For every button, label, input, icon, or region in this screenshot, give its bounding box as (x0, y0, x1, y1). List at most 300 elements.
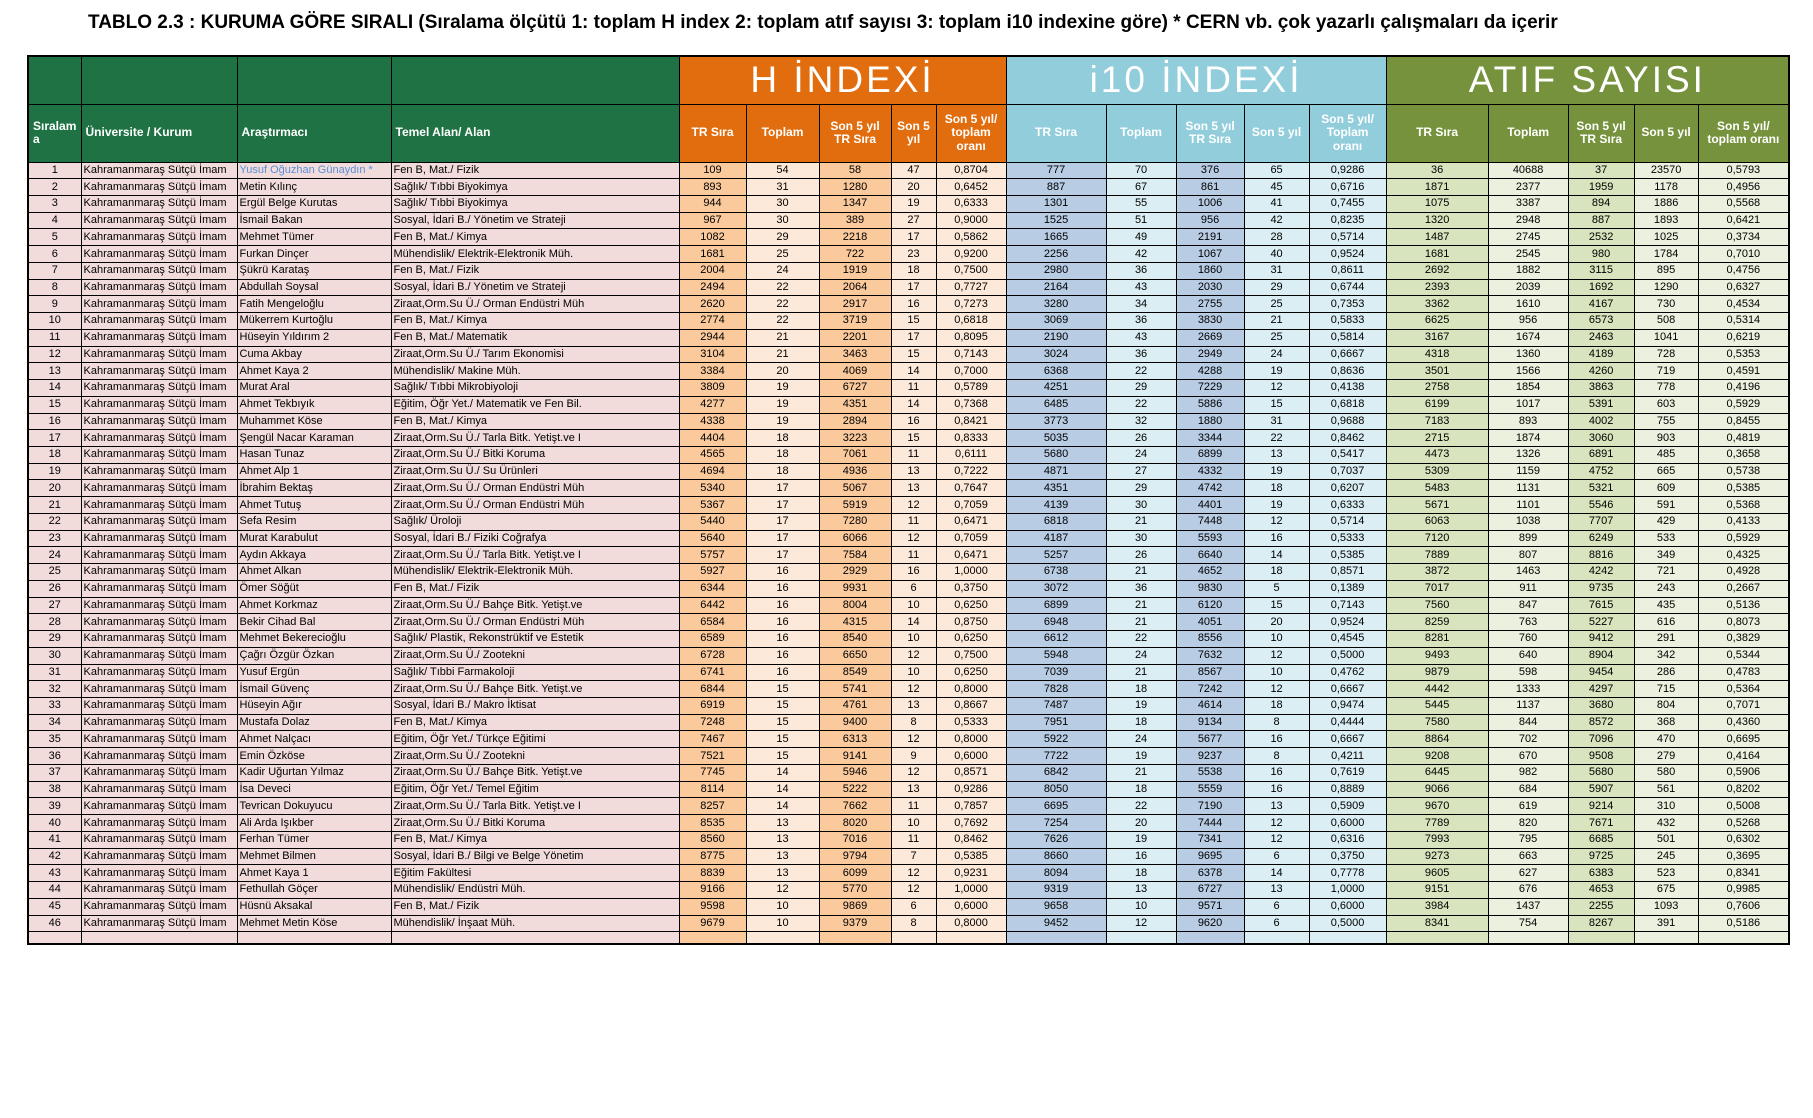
h-metric-cell: 11 (891, 446, 936, 463)
researcher-cell: İsmail Bakan (237, 212, 391, 229)
h-metric-cell: 9869 (819, 898, 891, 915)
atif-metric-cell: 9493 (1386, 647, 1488, 664)
h-metric-cell: 7280 (819, 513, 891, 530)
researcher-cell: Ahmet Tutuş (237, 497, 391, 514)
h-metric-cell: 2774 (679, 313, 746, 330)
empty-cell (819, 932, 891, 944)
i10-metric-cell: 21 (1106, 764, 1176, 781)
h-metric-cell: 8004 (819, 597, 891, 614)
i10-metric-cell: 2191 (1176, 229, 1244, 246)
atif-metric-cell: 1610 (1488, 296, 1568, 313)
i10-metric-cell: 3344 (1176, 430, 1244, 447)
i10-metric-cell: 7341 (1176, 831, 1244, 848)
h-metric-cell: 0,6471 (936, 513, 1006, 530)
field-cell: Fen B, Mat./ Fizik (391, 162, 679, 179)
field-cell: Ziraat,Orm.Su Ü./ Orman Endüstri Müh (391, 480, 679, 497)
ranking-table (27, 55, 1790, 945)
h-metric-cell: 7467 (679, 731, 746, 748)
h-metric-cell: 18 (891, 262, 936, 279)
atif-metric-cell: 0,4956 (1698, 179, 1789, 196)
atif-metric-cell: 1101 (1488, 497, 1568, 514)
i10-metric-cell: 18 (1106, 865, 1176, 882)
atif-metric-cell: 432 (1634, 815, 1698, 832)
h-metric-cell: 0,6471 (936, 547, 1006, 564)
empty-cell (1488, 932, 1568, 944)
h-metric-cell: 7248 (679, 714, 746, 731)
atif-metric-cell: 523 (1634, 865, 1698, 882)
i10-metric-cell: 36 (1106, 262, 1176, 279)
table-row (28, 731, 1789, 748)
atif-metric-cell: 9670 (1386, 798, 1488, 815)
i10-metric-cell: 9452 (1006, 915, 1106, 932)
h-metric-cell: 19 (746, 413, 819, 430)
rank-cell: 18 (28, 446, 81, 463)
i10-metric-cell: 32 (1106, 413, 1176, 430)
atif-metric-cell: 982 (1488, 764, 1568, 781)
h-metric-cell: 3463 (819, 346, 891, 363)
i10-metric-cell: 0,9688 (1309, 413, 1386, 430)
table-row (28, 848, 1789, 865)
table-row (28, 380, 1789, 397)
field-cell: Eğitim, Öğr Yet./ Temel Eğitim (391, 781, 679, 798)
i10-metric-cell: 6 (1244, 915, 1309, 932)
atif-metric-cell: 5321 (1568, 480, 1634, 497)
researcher-cell: Muhammet Köse (237, 413, 391, 430)
i10-metric-cell: 43 (1106, 329, 1176, 346)
rank-cell: 44 (28, 882, 81, 899)
atif-metric-cell: 0,5353 (1698, 346, 1789, 363)
i10-metric-cell: 8 (1244, 714, 1309, 731)
i10-metric-cell: 9695 (1176, 848, 1244, 865)
i10-metric-cell: 31 (1244, 413, 1309, 430)
atif-metric-cell: 616 (1634, 614, 1698, 631)
h-metric-cell: 6313 (819, 731, 891, 748)
atif-metric-cell: 7560 (1386, 597, 1488, 614)
field-cell: Sosyal, İdari B./ Fiziki Coğrafya (391, 530, 679, 547)
atif-metric-cell: 0,3734 (1698, 229, 1789, 246)
empty-cell (1698, 932, 1789, 944)
atif-metric-cell: 5227 (1568, 614, 1634, 631)
h-metric-cell: 16 (891, 413, 936, 430)
atif-metric-cell: 0,7606 (1698, 898, 1789, 915)
i10-metric-cell: 0,6818 (1309, 396, 1386, 413)
h-metric-cell: 3104 (679, 346, 746, 363)
atif-metric-cell: 7580 (1386, 714, 1488, 731)
i10-metric-cell: 12 (1244, 513, 1309, 530)
i10-metric-cell: 16 (1244, 731, 1309, 748)
atif-metric-cell: 847 (1488, 597, 1568, 614)
atif-metric-cell: 1692 (1568, 279, 1634, 296)
i10-metric-cell: 7722 (1006, 748, 1106, 765)
table-row (28, 279, 1789, 296)
h-metric-cell: 2894 (819, 413, 891, 430)
atif-metric-cell: 0,8341 (1698, 865, 1789, 882)
atif-metric-cell: 0,5268 (1698, 815, 1789, 832)
atif-metric-cell: 0,3658 (1698, 446, 1789, 463)
empty-row (28, 932, 1789, 944)
i10-metric-cell: 6899 (1176, 446, 1244, 463)
h-metric-cell: 0,6111 (936, 446, 1006, 463)
field-cell: Ziraat,Orm.Su Ü./ Tarla Bitk. Yetişt.ve I (391, 798, 679, 815)
h-metric-cell: 23 (891, 246, 936, 263)
table-row (28, 564, 1789, 581)
h-metric-cell: 893 (679, 179, 746, 196)
h-metric-cell: 12 (891, 647, 936, 664)
researcher-cell: Ahmet Kaya 1 (237, 865, 391, 882)
h-metric-cell: 54 (746, 162, 819, 179)
i10-metric-cell: 12 (1244, 815, 1309, 832)
atif-metric-cell: 533 (1634, 530, 1698, 547)
h-metric-cell: 15 (891, 430, 936, 447)
h-metric-cell: 4338 (679, 413, 746, 430)
atif-metric-cell: 7183 (1386, 413, 1488, 430)
h-metric-cell: 12 (891, 681, 936, 698)
h-metric-cell: 0,8000 (936, 731, 1006, 748)
h-metric-cell: 24 (746, 262, 819, 279)
university-cell: Kahramanmaraş Sütçü İmam (81, 179, 237, 196)
i10-metric-cell: 7039 (1006, 664, 1106, 681)
atif-metric-cell: 4002 (1568, 413, 1634, 430)
h-metric-cell: 47 (891, 162, 936, 179)
empty-cell (746, 932, 819, 944)
university-cell: Kahramanmaraş Sütçü İmam (81, 564, 237, 581)
i10-metric-cell: 4288 (1176, 363, 1244, 380)
atif-metric-cell: 9151 (1386, 882, 1488, 899)
atif-metric-cell: 956 (1488, 313, 1568, 330)
h-metric-cell: 3719 (819, 313, 891, 330)
h-metric-cell: 13 (891, 698, 936, 715)
h-metric-cell: 0,8462 (936, 831, 1006, 848)
h-metric-cell: 15 (891, 346, 936, 363)
i10-metric-cell: 777 (1006, 162, 1106, 179)
rank-cell: 28 (28, 614, 81, 631)
atif-metric-cell: 0,5314 (1698, 313, 1789, 330)
rank-cell: 39 (28, 798, 81, 815)
rank-cell: 33 (28, 698, 81, 715)
university-cell: Kahramanmaraş Sütçü İmam (81, 329, 237, 346)
researcher-cell: Murat Aral (237, 380, 391, 397)
h-metric-cell: 14 (891, 363, 936, 380)
empty-cell (1106, 932, 1176, 944)
h-metric-cell: 16 (746, 580, 819, 597)
atif-metric-cell: 5391 (1568, 396, 1634, 413)
h-metric-cell: 18 (746, 446, 819, 463)
i10-metric-cell: 21 (1106, 513, 1176, 530)
atif-metric-cell: 665 (1634, 463, 1698, 480)
h-metric-cell: 2620 (679, 296, 746, 313)
i10-metric-cell: 861 (1176, 179, 1244, 196)
h-metric-cell: 944 (679, 195, 746, 212)
i10-metric-cell: 0,8571 (1309, 564, 1386, 581)
field-cell: Ziraat,Orm.Su Ü./ Orman Endüstri Müh (391, 614, 679, 631)
i10-metric-cell: 22 (1106, 363, 1176, 380)
atif-metric-cell: 9735 (1568, 580, 1634, 597)
atif-metric-cell: 702 (1488, 731, 1568, 748)
i10-metric-cell: 0,7778 (1309, 865, 1386, 882)
rank-cell: 31 (28, 664, 81, 681)
atif-metric-cell: 663 (1488, 848, 1568, 865)
university-cell: Kahramanmaraş Sütçü İmam (81, 313, 237, 330)
h-metric-cell: 12 (891, 497, 936, 514)
h-metric-cell: 10 (891, 815, 936, 832)
i10-metric-cell: 8050 (1006, 781, 1106, 798)
atif-metric-cell: 893 (1488, 413, 1568, 430)
i10-metric-cell: 0,4211 (1309, 748, 1386, 765)
atif-metric-cell: 0,4325 (1698, 547, 1789, 564)
researcher-cell: Ahmet Alp 1 (237, 463, 391, 480)
empty-cell (1006, 932, 1106, 944)
atif-metric-cell: 9208 (1386, 748, 1488, 765)
rank-cell: 3 (28, 195, 81, 212)
table-row (28, 430, 1789, 447)
h-metric-cell: 10 (746, 915, 819, 932)
i10-metric-cell: 5677 (1176, 731, 1244, 748)
h-metric-cell: 15 (891, 313, 936, 330)
atif-metric-cell: 7017 (1386, 580, 1488, 597)
h-metric-cell: 4404 (679, 430, 746, 447)
i10-metric-cell: 9134 (1176, 714, 1244, 731)
i10-metric-cell: 16 (1106, 848, 1176, 865)
rank-cell: 21 (28, 497, 81, 514)
h-metric-cell: 0,6333 (936, 195, 1006, 212)
h-metric-cell: 8775 (679, 848, 746, 865)
h-metric-cell: 20 (891, 179, 936, 196)
university-cell: Kahramanmaraş Sütçü İmam (81, 229, 237, 246)
atif-metric-cell: 887 (1568, 212, 1634, 229)
university-cell: Kahramanmaraş Sütçü İmam (81, 446, 237, 463)
i10-metric-cell: 16 (1244, 781, 1309, 798)
i10-metric-cell: 0,5333 (1309, 530, 1386, 547)
atif-metric-cell: 0,4928 (1698, 564, 1789, 581)
rank-cell: 9 (28, 296, 81, 313)
h-metric-cell: 6589 (679, 631, 746, 648)
column-header-row (28, 104, 1789, 162)
rank-cell: 41 (28, 831, 81, 848)
field-cell: Ziraat,Orm.Su Ü./ Zootekni (391, 748, 679, 765)
atif-metric-cell: 2758 (1386, 380, 1488, 397)
i10-metric-cell: 2256 (1006, 246, 1106, 263)
h-metric-cell: 0,9000 (936, 212, 1006, 229)
i10-metric-cell: 1301 (1006, 195, 1106, 212)
field-cell: Ziraat,Orm.Su Ü./ Tarım Ekonomisi (391, 346, 679, 363)
field-cell: Fen B, Mat./ Matematik (391, 329, 679, 346)
atif-metric-cell: 1437 (1488, 898, 1568, 915)
atif-metric-cell: 23570 (1634, 162, 1698, 179)
atif-metric-cell: 8572 (1568, 714, 1634, 731)
atif-metric-cell: 36 (1386, 162, 1488, 179)
column-header-researcher: Araştırmacı (237, 104, 391, 162)
empty-cell (1176, 932, 1244, 944)
atif-metric-cell: 1886 (1634, 195, 1698, 212)
table-body (28, 162, 1789, 944)
i10-metric-cell: 27 (1106, 463, 1176, 480)
i10-metric-cell: 0,7143 (1309, 597, 1386, 614)
table-row (28, 329, 1789, 346)
empty-cell (237, 932, 391, 944)
column-header-i10-0: TR Sıra (1006, 104, 1106, 162)
i10-metric-cell: 4251 (1006, 380, 1106, 397)
atif-metric-cell: 603 (1634, 396, 1698, 413)
atif-metric-cell: 8267 (1568, 915, 1634, 932)
atif-metric-cell: 2715 (1386, 430, 1488, 447)
rank-cell: 36 (28, 748, 81, 765)
i10-metric-cell: 0,7353 (1309, 296, 1386, 313)
university-cell: Kahramanmaraş Sütçü İmam (81, 580, 237, 597)
atif-metric-cell: 0,6695 (1698, 731, 1789, 748)
atif-metric-cell: 2948 (1488, 212, 1568, 229)
h-metric-cell: 6 (891, 898, 936, 915)
university-cell: Kahramanmaraş Sütçü İmam (81, 246, 237, 263)
h-metric-cell: 20 (746, 363, 819, 380)
atif-metric-cell: 7789 (1386, 815, 1488, 832)
atif-metric-cell: 2692 (1386, 262, 1488, 279)
i10-metric-cell: 0,5714 (1309, 513, 1386, 530)
atif-metric-cell: 6445 (1386, 764, 1488, 781)
atif-metric-cell: 0,4756 (1698, 262, 1789, 279)
i10-metric-cell: 4742 (1176, 480, 1244, 497)
researcher-cell: Ferhan Tümer (237, 831, 391, 848)
atif-metric-cell: 804 (1634, 698, 1698, 715)
atif-metric-cell: 3167 (1386, 329, 1488, 346)
h-metric-cell: 8 (891, 915, 936, 932)
table-row (28, 882, 1789, 899)
table-row (28, 246, 1789, 263)
atif-metric-cell: 894 (1568, 195, 1634, 212)
atif-metric-cell: 591 (1634, 497, 1698, 514)
h-metric-cell: 8549 (819, 664, 891, 681)
h-metric-cell: 4936 (819, 463, 891, 480)
i10-metric-cell: 18 (1106, 781, 1176, 798)
atif-metric-cell: 4473 (1386, 446, 1488, 463)
h-metric-cell: 1082 (679, 229, 746, 246)
i10-metric-cell: 26 (1106, 547, 1176, 564)
column-header-i10-2: Son 5 yıl TR Sıra (1176, 104, 1244, 162)
h-metric-cell: 2218 (819, 229, 891, 246)
atif-metric-cell: 1681 (1386, 246, 1488, 263)
i10-metric-cell: 0,6667 (1309, 731, 1386, 748)
i10-metric-cell: 0,8235 (1309, 212, 1386, 229)
i10-metric-cell: 26 (1106, 430, 1176, 447)
h-metric-cell: 25 (746, 246, 819, 263)
i10-metric-cell: 12 (1106, 915, 1176, 932)
researcher-cell: Hüseyin Ağır (237, 698, 391, 715)
h-metric-cell: 0,5333 (936, 714, 1006, 731)
h-metric-cell: 5741 (819, 681, 891, 698)
i10-metric-cell: 7487 (1006, 698, 1106, 715)
h-metric-cell: 7016 (819, 831, 891, 848)
h-metric-cell: 17 (746, 530, 819, 547)
rank-cell: 32 (28, 681, 81, 698)
i10-metric-cell: 7254 (1006, 815, 1106, 832)
h-metric-cell: 3809 (679, 380, 746, 397)
atif-metric-cell: 1178 (1634, 179, 1698, 196)
atif-metric-cell: 5671 (1386, 497, 1488, 514)
i10-metric-cell: 12 (1244, 647, 1309, 664)
field-cell: Mühendislik/ Elektrik-Elektronik Müh. (391, 246, 679, 263)
field-cell: Sağlık/ Plastik, Rekonstrüktif ve Estetik (391, 631, 679, 648)
researcher-link[interactable]: Yusuf Oğuzhan Günaydın * (237, 162, 391, 179)
rank-cell: 12 (28, 346, 81, 363)
i10-metric-cell: 10 (1244, 631, 1309, 648)
atif-metric-cell: 778 (1634, 380, 1698, 397)
table-row (28, 446, 1789, 463)
atif-metric-cell: 5546 (1568, 497, 1634, 514)
researcher-cell: Tevrican Dokuyucu (237, 798, 391, 815)
researcher-cell: Mehmet Tümer (237, 229, 391, 246)
h-metric-cell: 7745 (679, 764, 746, 781)
i10-metric-cell: 6948 (1006, 614, 1106, 631)
researcher-cell: Mustafa Dolaz (237, 714, 391, 731)
researcher-cell: İsmail Güvenç (237, 681, 391, 698)
i10-metric-cell: 21 (1106, 664, 1176, 681)
i10-metric-cell: 29 (1106, 380, 1176, 397)
field-cell: Mühendislik/ Endüstri Müh. (391, 882, 679, 899)
i10-metric-cell: 7448 (1176, 513, 1244, 530)
column-header-atif-4: Son 5 yıl/ toplam oranı (1698, 104, 1789, 162)
h-metric-cell: 13 (891, 480, 936, 497)
table-row (28, 195, 1789, 212)
i10-metric-cell: 24 (1106, 446, 1176, 463)
h-metric-cell: 0,7222 (936, 463, 1006, 480)
i10-metric-cell: 12 (1244, 380, 1309, 397)
i10-metric-cell: 0,5385 (1309, 547, 1386, 564)
i10-metric-cell: 9319 (1006, 882, 1106, 899)
i10-metric-cell: 0,4762 (1309, 664, 1386, 681)
h-metric-cell: 967 (679, 212, 746, 229)
h-metric-cell: 22 (746, 279, 819, 296)
field-cell: Sosyal, İdari B./ Makro İktisat (391, 698, 679, 715)
column-header-field: Temel Alan/ Alan (391, 104, 679, 162)
atif-metric-cell: 0,5793 (1698, 162, 1789, 179)
table-row (28, 681, 1789, 698)
h-metric-cell: 0,5385 (936, 848, 1006, 865)
column-header-university: Üniversite / Kurum (81, 104, 237, 162)
h-metric-cell: 109 (679, 162, 746, 179)
rank-cell: 19 (28, 463, 81, 480)
atif-metric-cell: 0,6302 (1698, 831, 1789, 848)
field-cell: Mühendislik/ Elektrik-Elektronik Müh. (391, 564, 679, 581)
i10-metric-cell: 28 (1244, 229, 1309, 246)
table-row (28, 363, 1789, 380)
i10-metric-cell: 6 (1244, 848, 1309, 865)
i10-metric-cell: 2669 (1176, 329, 1244, 346)
i10-metric-cell: 3069 (1006, 313, 1106, 330)
rank-cell: 23 (28, 530, 81, 547)
h-metric-cell: 0,7727 (936, 279, 1006, 296)
i10-metric-cell: 2949 (1176, 346, 1244, 363)
i10-metric-cell: 6738 (1006, 564, 1106, 581)
university-cell: Kahramanmaraş Sütçü İmam (81, 195, 237, 212)
h-metric-cell: 5757 (679, 547, 746, 564)
h-metric-cell: 0,6250 (936, 597, 1006, 614)
h-metric-cell: 18 (746, 463, 819, 480)
atif-metric-cell: 391 (1634, 915, 1698, 932)
h-metric-cell: 0,3750 (936, 580, 1006, 597)
h-metric-cell: 389 (819, 212, 891, 229)
rank-cell: 2 (28, 179, 81, 196)
h-metric-cell: 7 (891, 848, 936, 865)
h-metric-cell: 14 (746, 798, 819, 815)
h-metric-cell: 8020 (819, 815, 891, 832)
field-cell: Ziraat,Orm.Su Ü./ Bahçe Bitk. Yetişt.ve (391, 681, 679, 698)
i10-metric-cell: 0,6667 (1309, 681, 1386, 698)
atif-metric-cell: 1159 (1488, 463, 1568, 480)
h-metric-cell: 4277 (679, 396, 746, 413)
atif-metric-cell: 0,4133 (1698, 513, 1789, 530)
rank-cell: 40 (28, 815, 81, 832)
h-metric-cell: 7521 (679, 748, 746, 765)
atif-metric-cell: 795 (1488, 831, 1568, 848)
